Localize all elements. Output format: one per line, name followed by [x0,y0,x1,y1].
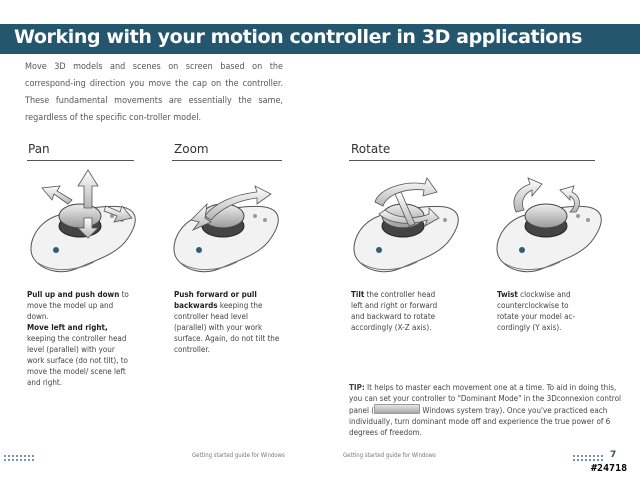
tilt-controller-illustration [345,164,485,282]
pan-text-1: to move the model up and down. [27,290,129,321]
tip-paragraph [349,382,629,438]
tilt-top-arrow-icon [375,178,437,206]
tilt-text: the controller head left and right or forward and backward to rotate accordingly (X-Z axis). [351,290,438,332]
footer-dots-left [3,454,35,463]
tilt-lead: Tilt [351,290,365,299]
page-number: 7 [610,450,617,460]
rotate-divider [349,160,595,161]
pan-description [27,289,132,388]
twist-description [497,289,589,333]
pan-left-arrow-icon [42,186,72,204]
twist-lead: Twist [497,290,518,299]
tilt-description [351,289,441,333]
zoom-heading: Zoom [174,142,209,156]
pan-heading: Pan [28,142,50,156]
tip-text-2: Windows system tray). Once you've practiced each individually, turn dominant mode off and experience the true power of 6 degrees of freedom. [349,406,611,437]
rotate-heading: Rotate [351,142,391,156]
zoom-text: keeping the controller head level (parallel) with your work surface. Again, do not tilt the controller. [174,301,280,354]
zoom-description [174,289,282,355]
pan-text-2: keeping the controller head level (parallel) with your work surface (do not tilt), to move the model/ scene left and right. [27,334,128,387]
pan-lead-2: Move left and right, [27,323,108,332]
intro-paragraph: Move 3D models and scenes on screen based on the correspond-ing direction you move the cap on the controller. These fundamental movements are essentially the same, regardless of the specific con-troller model. [25,62,283,123]
zoom-lead: Push forward or pull backwards [174,290,257,310]
header-bar [0,24,640,54]
pan-lead-1: Pull up and push down [27,290,120,299]
page-title: Working with your motion controller in 3D applications [14,26,582,48]
watermark-id: #24718 [591,463,628,474]
tray-icon [374,404,420,414]
tip-label: TIP: [349,383,365,392]
pan-up-arrow-icon [78,170,98,208]
twist-text: clockwise and counterclockwise to rotate your model ac-cordingly (Y axis). [497,290,576,332]
zoom-controller-illustration [165,164,305,282]
tip-text-1: It helps to master each movement one at a time. To aid in doing this, you can set your controller to "Dominant Mode" in the 3Dconnexion control panel ( [349,383,621,415]
footer-left-text: Getting started guide for Windows [192,452,285,459]
zoom-divider [172,160,282,161]
pan-controller-illustration [22,164,162,282]
footer-dots-right [572,454,604,463]
twist-controller-illustration [488,164,628,282]
pan-divider [27,160,134,161]
footer-right-text: Getting started guide for Windows [343,452,436,459]
